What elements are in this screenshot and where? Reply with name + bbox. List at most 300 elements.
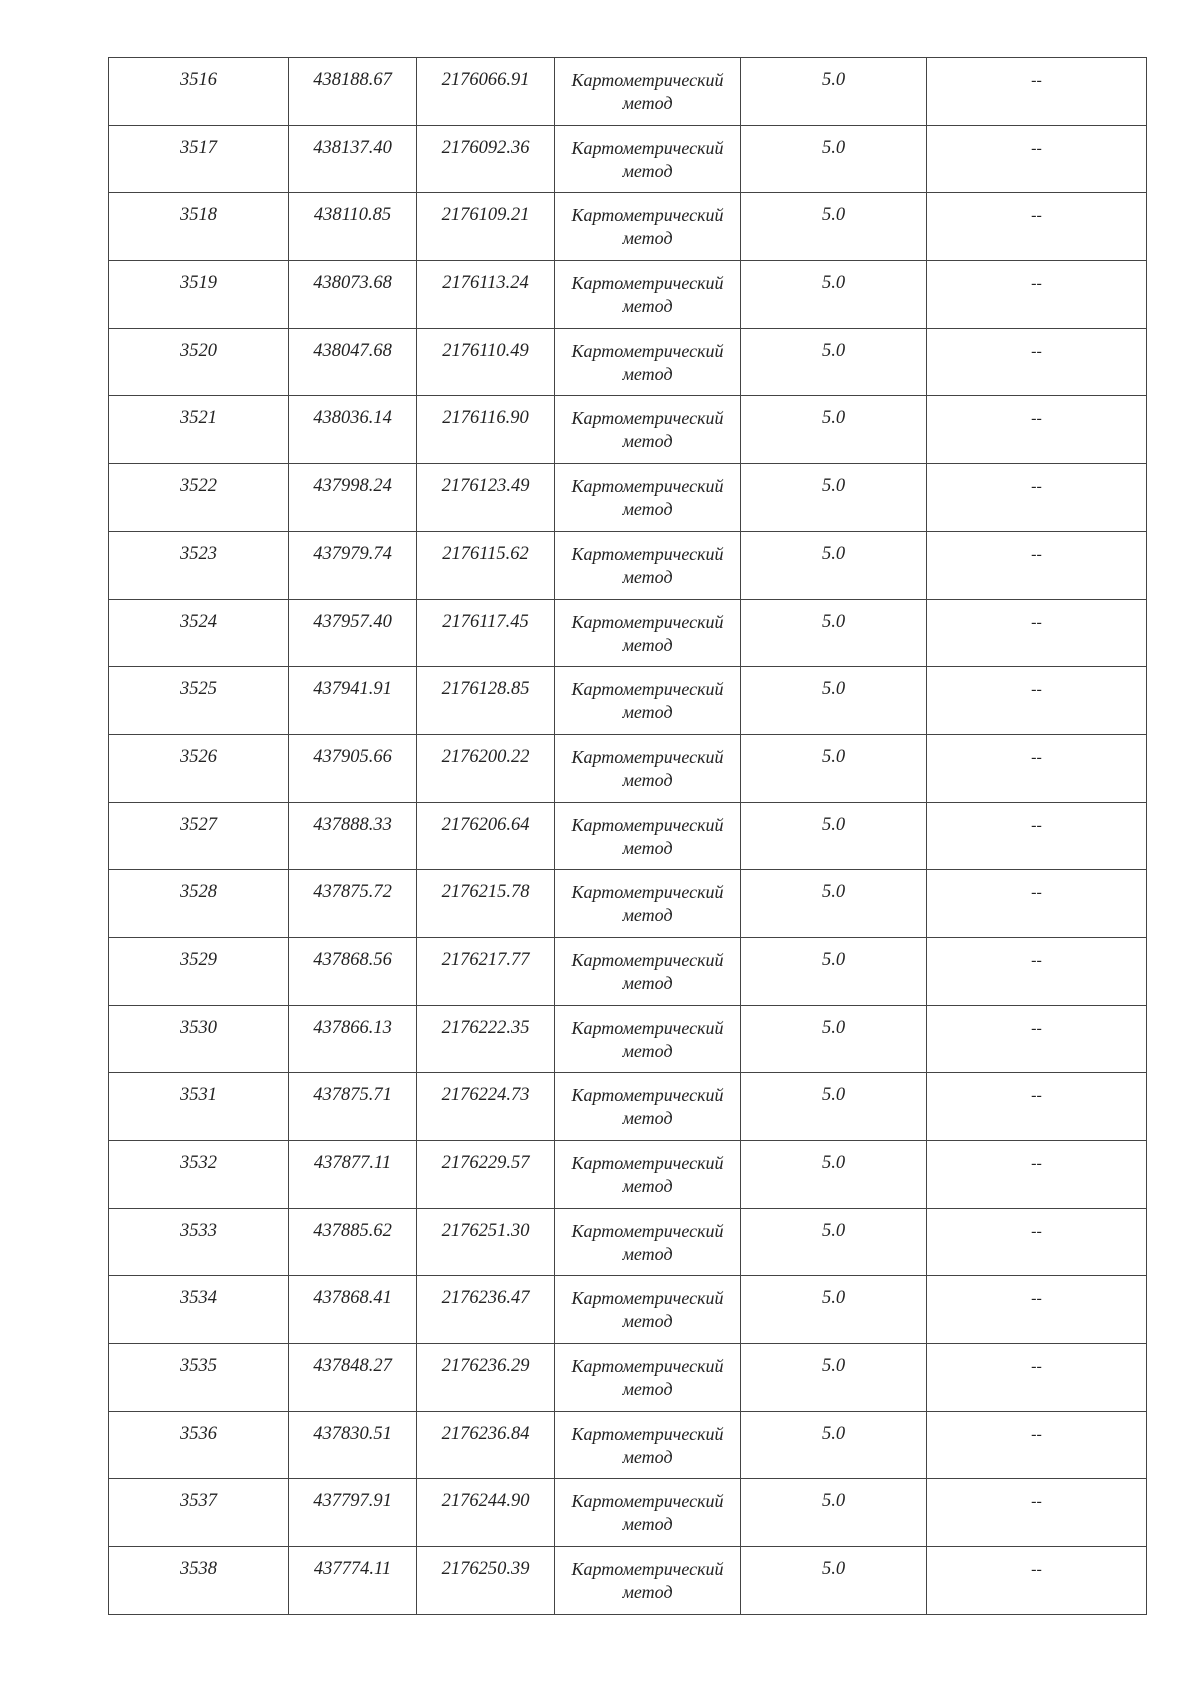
method-text [555, 396, 740, 453]
x-coordinate: 438137.40 [313, 137, 392, 158]
accuracy-cell [741, 396, 927, 464]
x-coordinate-cell [289, 58, 417, 126]
x-coordinate: 437868.41 [313, 1288, 392, 1309]
x-coordinate: 437866.13 [313, 1017, 392, 1038]
method-text [555, 735, 740, 792]
y-coordinate-cell [417, 937, 555, 1005]
method-line-2: метод [622, 566, 673, 587]
point-number-cell [109, 1073, 289, 1141]
method-cell [555, 328, 741, 396]
method-line-2: метод [622, 634, 673, 655]
y-coordinate-cell [417, 667, 555, 735]
method-cell [555, 193, 741, 261]
note-value: -- [1031, 1493, 1042, 1511]
accuracy-value: 5.0 [821, 1288, 846, 1309]
point-number: 3535 [180, 1356, 217, 1377]
point-number: 3523 [180, 543, 217, 564]
method-line-2: метод [622, 296, 673, 317]
method-cell [555, 125, 741, 193]
method-cell [555, 1479, 741, 1547]
note-cell [927, 125, 1147, 193]
note-value: -- [1031, 207, 1042, 225]
point-number-cell [109, 464, 289, 532]
table-row [109, 1276, 1147, 1344]
y-coordinate-cell [417, 1344, 555, 1412]
x-coordinate-cell [289, 464, 417, 532]
table-row [109, 802, 1147, 870]
point-number: 3516 [180, 70, 217, 90]
method-line-1: Картометрический [571, 543, 724, 564]
x-coordinate: 437774.11 [313, 1559, 392, 1580]
x-coordinate: 437957.40 [313, 611, 392, 632]
accuracy-value: 5.0 [821, 137, 846, 158]
method-line-1: Картометрический [571, 949, 724, 970]
table-row [109, 667, 1147, 735]
y-coordinate: 2176066.91 [441, 70, 530, 90]
note-value: -- [1031, 951, 1042, 969]
x-coordinate: 437941.91 [313, 679, 392, 700]
point-number: 3529 [180, 949, 217, 970]
y-coordinate-cell [417, 734, 555, 802]
point-number: 3524 [180, 611, 217, 632]
method-line-2: метод [622, 702, 673, 723]
method-line-2: метод [622, 160, 673, 181]
y-coordinate-cell [417, 1005, 555, 1073]
point-number: 3522 [180, 476, 217, 497]
x-coordinate-cell [289, 1141, 417, 1209]
method-line-1: Картометрический [571, 1288, 724, 1309]
table-row [109, 937, 1147, 1005]
method-line-1: Картометрический [571, 340, 724, 361]
table-row [109, 1547, 1147, 1615]
point-number: 3531 [180, 1085, 217, 1106]
method-line-1: Картометрический [571, 273, 724, 294]
point-number-cell [109, 261, 289, 329]
method-line-1: Картометрический [571, 1423, 724, 1444]
y-coordinate: 2176236.47 [441, 1288, 530, 1309]
accuracy-value: 5.0 [821, 1491, 846, 1512]
table-row [109, 599, 1147, 667]
accuracy-cell [741, 1276, 927, 1344]
note-cell [927, 1479, 1147, 1547]
point-number: 3521 [180, 408, 217, 429]
accuracy-value: 5.0 [821, 882, 846, 903]
table-row [109, 870, 1147, 938]
x-coordinate-cell [289, 667, 417, 735]
point-number: 3518 [180, 205, 217, 226]
method-text [555, 261, 740, 318]
y-coordinate-cell [417, 125, 555, 193]
y-coordinate-cell [417, 193, 555, 261]
accuracy-cell [741, 328, 927, 396]
note-cell [927, 58, 1147, 126]
table-row [109, 193, 1147, 261]
x-coordinate: 437875.71 [313, 1085, 392, 1106]
coordinates-table-body [109, 58, 1147, 1615]
x-coordinate: 437998.24 [313, 476, 392, 497]
point-number-cell [109, 1005, 289, 1073]
method-line-1: Картометрический [571, 1356, 724, 1377]
x-coordinate: 437979.74 [313, 543, 392, 564]
x-coordinate: 437797.91 [313, 1491, 392, 1512]
accuracy-value: 5.0 [821, 949, 846, 970]
method-line-2: метод [622, 1379, 673, 1400]
accuracy-cell [741, 1208, 927, 1276]
accuracy-cell [741, 531, 927, 599]
note-value: -- [1031, 1155, 1042, 1172]
point-number: 3520 [180, 340, 217, 361]
x-coordinate-cell [289, 937, 417, 1005]
note-value: -- [1031, 275, 1042, 293]
table-row [109, 125, 1147, 193]
accuracy-cell [741, 1344, 927, 1412]
method-line-2: метод [622, 972, 673, 993]
note-value: -- [1031, 342, 1042, 360]
y-coordinate: 2176250.39 [441, 1559, 530, 1580]
table-row [109, 261, 1147, 329]
point-number-cell [109, 1344, 289, 1412]
method-text [555, 870, 740, 927]
method-text [555, 1547, 740, 1604]
accuracy-cell [741, 58, 927, 126]
method-text [555, 600, 740, 657]
method-line-1: Картометрический [571, 882, 724, 903]
note-cell [927, 1276, 1147, 1344]
method-line-2: метод [622, 1040, 673, 1061]
method-cell [555, 937, 741, 1005]
accuracy-value: 5.0 [821, 273, 846, 294]
accuracy-cell [741, 937, 927, 1005]
point-number: 3525 [180, 679, 217, 700]
method-line-2: метод [622, 1176, 673, 1196]
x-coordinate: 437868.56 [313, 949, 392, 970]
x-coordinate-cell [289, 396, 417, 464]
point-number: 3527 [180, 814, 217, 835]
x-coordinate-cell [289, 125, 417, 193]
method-text [555, 1479, 740, 1536]
accuracy-value: 5.0 [821, 746, 846, 767]
accuracy-cell [741, 1073, 927, 1141]
method-line-1: Картометрический [571, 1220, 724, 1241]
y-coordinate-cell [417, 396, 555, 464]
accuracy-value: 5.0 [821, 1085, 846, 1106]
accuracy-cell [741, 1479, 927, 1547]
y-coordinate-cell [417, 261, 555, 329]
method-line-1: Картометрический [571, 205, 724, 226]
note-value: -- [1031, 1290, 1042, 1308]
table-row [109, 734, 1147, 802]
method-line-2: метод [622, 1446, 673, 1467]
accuracy-cell [741, 261, 927, 329]
method-text [555, 532, 740, 589]
x-coordinate-cell [289, 1547, 417, 1615]
x-coordinate: 437888.33 [313, 814, 392, 835]
note-value: -- [1031, 478, 1042, 496]
accuracy-cell [741, 667, 927, 735]
point-number-cell [109, 1547, 289, 1615]
method-line-1: Картометрический [571, 611, 724, 632]
method-cell [555, 599, 741, 667]
table-row [109, 1479, 1147, 1547]
point-number: 3530 [180, 1017, 217, 1038]
method-cell [555, 1073, 741, 1141]
y-coordinate: 2176115.62 [442, 543, 529, 564]
note-cell [927, 802, 1147, 870]
method-line-2: метод [622, 905, 673, 926]
method-text [555, 1209, 740, 1266]
note-cell [927, 734, 1147, 802]
method-line-2: метод [622, 1108, 673, 1129]
x-coordinate-cell [289, 1073, 417, 1141]
x-coordinate-cell [289, 1479, 417, 1547]
x-coordinate-cell [289, 1208, 417, 1276]
y-coordinate-cell [417, 531, 555, 599]
x-coordinate: 437885.62 [313, 1220, 392, 1241]
accuracy-value: 5.0 [821, 679, 846, 700]
note-value: -- [1031, 816, 1042, 834]
method-text [555, 1141, 740, 1198]
x-coordinate-cell [289, 1411, 417, 1479]
y-coordinate: 2176117.45 [442, 611, 529, 632]
y-coordinate-cell [417, 464, 555, 532]
point-number: 3517 [180, 137, 217, 158]
note-value: -- [1031, 1222, 1042, 1240]
note-value: -- [1031, 72, 1042, 89]
method-cell [555, 464, 741, 532]
y-coordinate: 2176224.73 [441, 1085, 530, 1106]
note-cell [927, 261, 1147, 329]
method-line-1: Картометрический [571, 70, 724, 90]
note-cell [927, 1344, 1147, 1412]
y-coordinate-cell [417, 1073, 555, 1141]
note-cell [927, 396, 1147, 464]
x-coordinate: 438188.67 [313, 70, 392, 90]
note-cell [927, 1005, 1147, 1073]
method-line-2: метод [622, 769, 673, 790]
y-coordinate: 2176244.90 [441, 1491, 530, 1512]
method-line-2: метод [622, 1514, 673, 1535]
method-text [555, 667, 740, 724]
x-coordinate-cell [289, 193, 417, 261]
method-text [555, 803, 740, 860]
accuracy-cell [741, 464, 927, 532]
note-value: -- [1031, 1358, 1042, 1376]
y-coordinate-cell [417, 802, 555, 870]
accuracy-value: 5.0 [821, 205, 846, 226]
accuracy-cell [741, 1411, 927, 1479]
point-number-cell [109, 1411, 289, 1479]
method-text [555, 58, 740, 115]
method-cell [555, 1005, 741, 1073]
x-coordinate: 438110.85 [313, 205, 392, 226]
method-text [555, 1006, 740, 1063]
point-number-cell [109, 734, 289, 802]
point-number-cell [109, 1276, 289, 1344]
method-line-2: метод [622, 431, 673, 452]
method-line-2: метод [622, 1311, 673, 1332]
y-coordinate-cell [417, 870, 555, 938]
point-number-cell [109, 193, 289, 261]
table-row [109, 396, 1147, 464]
accuracy-cell [741, 193, 927, 261]
method-cell [555, 396, 741, 464]
accuracy-cell [741, 125, 927, 193]
y-coordinate: 2176229.57 [441, 1153, 530, 1173]
method-cell [555, 261, 741, 329]
method-cell [555, 58, 741, 126]
point-number-cell [109, 667, 289, 735]
accuracy-value: 5.0 [821, 408, 846, 429]
y-coordinate: 2176128.85 [441, 679, 530, 700]
x-coordinate: 437877.11 [313, 1153, 392, 1173]
note-value: -- [1031, 613, 1042, 631]
x-coordinate: 438036.14 [313, 408, 392, 429]
method-text [555, 938, 740, 995]
table-row [109, 531, 1147, 599]
accuracy-value: 5.0 [821, 1356, 846, 1377]
method-cell [555, 1208, 741, 1276]
method-line-2: метод [622, 363, 673, 384]
accuracy-value: 5.0 [821, 340, 846, 361]
note-cell [927, 1073, 1147, 1141]
note-cell [927, 599, 1147, 667]
method-line-1: Картометрический [571, 408, 724, 429]
point-number-cell [109, 1141, 289, 1209]
accuracy-value: 5.0 [821, 611, 846, 632]
y-coordinate-cell [417, 1141, 555, 1209]
y-coordinate: 2176113.24 [442, 273, 529, 294]
y-coordinate-cell [417, 58, 555, 126]
table-row [109, 1208, 1147, 1276]
coordinates-table [108, 57, 1147, 1615]
method-cell [555, 1547, 741, 1615]
method-line-2: метод [622, 1582, 673, 1603]
y-coordinate-cell [417, 1208, 555, 1276]
method-line-2: метод [622, 93, 673, 113]
y-coordinate: 2176222.35 [441, 1017, 530, 1038]
method-text [555, 1344, 740, 1401]
point-number-cell [109, 125, 289, 193]
y-coordinate-cell [417, 599, 555, 667]
method-line-1: Картометрический [571, 137, 724, 158]
accuracy-cell [741, 1005, 927, 1073]
point-number-cell [109, 328, 289, 396]
method-text [555, 329, 740, 386]
table-row [109, 58, 1147, 126]
method-text [555, 126, 740, 183]
method-cell [555, 1276, 741, 1344]
method-cell [555, 734, 741, 802]
method-text [555, 1276, 740, 1333]
point-number-cell [109, 802, 289, 870]
note-cell [927, 464, 1147, 532]
note-value: -- [1031, 748, 1042, 766]
point-number-cell [109, 531, 289, 599]
note-value: -- [1031, 410, 1042, 428]
y-coordinate: 2176116.90 [442, 408, 529, 429]
note-value: -- [1031, 1087, 1042, 1105]
point-number: 3538 [180, 1559, 217, 1580]
method-cell [555, 531, 741, 599]
point-number-cell [109, 937, 289, 1005]
table-row [109, 1005, 1147, 1073]
note-cell [927, 937, 1147, 1005]
point-number-cell [109, 1208, 289, 1276]
note-value: -- [1031, 1561, 1042, 1579]
y-coordinate: 2176123.49 [441, 476, 530, 497]
note-cell [927, 531, 1147, 599]
method-text [555, 464, 740, 521]
y-coordinate: 2176206.64 [441, 814, 530, 835]
method-cell [555, 1344, 741, 1412]
accuracy-value: 5.0 [821, 476, 846, 497]
note-value: -- [1031, 1019, 1042, 1037]
y-coordinate: 2176110.49 [442, 340, 529, 361]
x-coordinate-cell [289, 328, 417, 396]
y-coordinate: 2176251.30 [441, 1220, 530, 1241]
accuracy-cell [741, 599, 927, 667]
note-cell [927, 1141, 1147, 1209]
method-line-2: метод [622, 1243, 673, 1264]
note-value: -- [1031, 681, 1042, 699]
y-coordinate-cell [417, 1479, 555, 1547]
accuracy-value: 5.0 [821, 543, 846, 564]
method-line-1: Картометрический [571, 1491, 724, 1512]
note-value: -- [1031, 884, 1042, 902]
note-cell [927, 1411, 1147, 1479]
table-row [109, 328, 1147, 396]
x-coordinate-cell [289, 531, 417, 599]
note-cell [927, 667, 1147, 735]
x-coordinate: 438047.68 [313, 340, 392, 361]
x-coordinate: 438073.68 [313, 273, 392, 294]
y-coordinate-cell [417, 328, 555, 396]
x-coordinate-cell [289, 1276, 417, 1344]
method-line-1: Картометрический [571, 1017, 724, 1038]
note-cell [927, 1547, 1147, 1615]
point-number: 3526 [180, 746, 217, 767]
method-line-1: Картометрический [571, 679, 724, 700]
method-line-1: Картометрический [571, 1085, 724, 1106]
point-number: 3528 [180, 882, 217, 903]
x-coordinate-cell [289, 1005, 417, 1073]
method-cell [555, 802, 741, 870]
accuracy-value: 5.0 [821, 1220, 846, 1241]
accuracy-cell [741, 802, 927, 870]
y-coordinate: 2176215.78 [441, 882, 530, 903]
accuracy-value: 5.0 [821, 1153, 846, 1173]
accuracy-value: 5.0 [821, 814, 846, 835]
method-cell [555, 667, 741, 735]
method-line-1: Картометрический [571, 814, 724, 835]
accuracy-value: 5.0 [821, 1017, 846, 1038]
method-text [555, 1412, 740, 1469]
y-coordinate-cell [417, 1411, 555, 1479]
y-coordinate-cell [417, 1547, 555, 1615]
note-value: -- [1031, 545, 1042, 563]
note-cell [927, 1208, 1147, 1276]
point-number: 3533 [180, 1220, 217, 1241]
x-coordinate: 437830.51 [313, 1423, 392, 1444]
accuracy-cell [741, 734, 927, 802]
accuracy-cell [741, 870, 927, 938]
accuracy-cell [741, 1547, 927, 1615]
x-coordinate-cell [289, 599, 417, 667]
accuracy-cell [741, 1141, 927, 1209]
table-row [109, 1344, 1147, 1412]
method-line-2: метод [622, 499, 673, 520]
y-coordinate: 2176200.22 [441, 746, 530, 767]
